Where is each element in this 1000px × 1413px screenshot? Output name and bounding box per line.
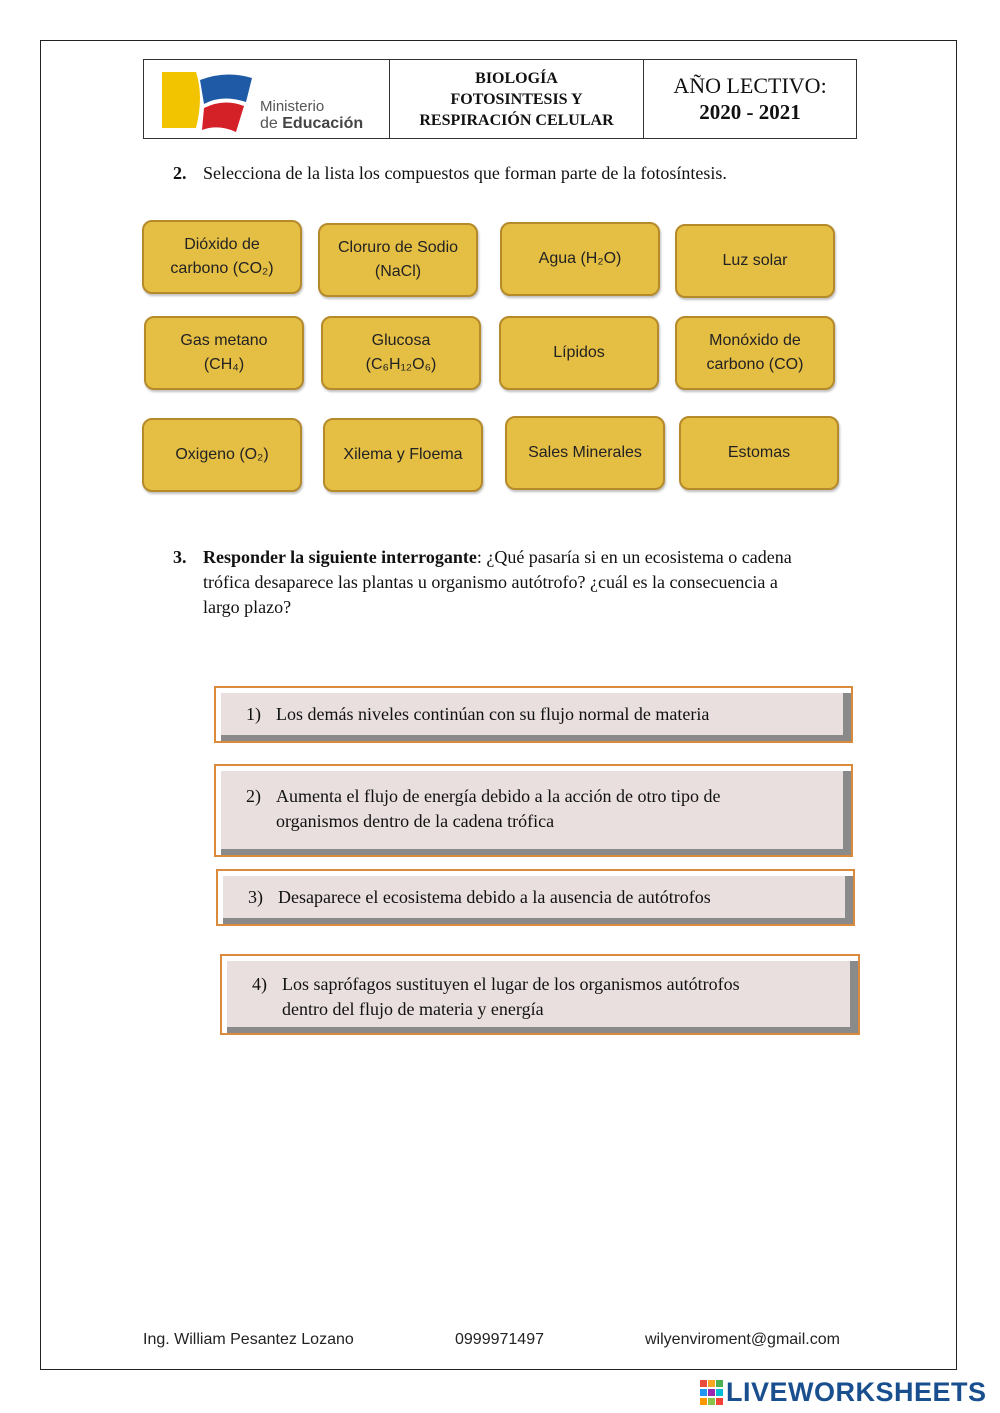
option-number: 3) — [248, 887, 263, 907]
compound-chip[interactable]: Agua (H₂O) — [500, 222, 660, 296]
option-text: Los saprófagos sustituyen el lugar de los organismos autótrofos — [282, 974, 740, 994]
option-text: Los demás niveles continúan con su flujo normal de materia — [276, 704, 710, 724]
option-text: organismos dentro de la cadena trófica — [276, 811, 555, 831]
question-text: Selecciona de la lista los compuestos que forman parte de la fotosíntesis. — [203, 163, 727, 183]
compound-chip[interactable]: Dióxido de carbono (CO₂) — [142, 220, 302, 294]
subject-line: FOTOSINTESIS Y — [450, 90, 583, 108]
compound-chip[interactable]: Gas metano (CH₄) — [144, 316, 304, 390]
answer-option-4[interactable] — [220, 954, 860, 1035]
compound-chip[interactable]: Glucosa (C₆H₁₂O₆) — [321, 316, 481, 390]
logo-line2: de Educación — [260, 115, 364, 132]
liveworksheets-brand — [700, 1377, 987, 1408]
answer-option-3[interactable] — [216, 869, 855, 926]
compound-chip[interactable]: Lípidos — [499, 316, 659, 390]
answer-option-2[interactable] — [214, 764, 853, 857]
question-text: : ¿Qué pasaría si en un ecosistema o cadena — [476, 547, 792, 567]
subject-title — [390, 60, 644, 138]
option-number: 4) — [252, 974, 267, 994]
question-text: trófica desaparece las plantas u organismo autótrofo? ¿cuál es la consecuencia a — [203, 572, 778, 592]
ministry-flag-logo-icon — [156, 66, 266, 138]
question-2-prompt — [173, 161, 727, 186]
footer-phone: 0999971497 — [455, 1331, 544, 1348]
option-number: 2) — [246, 786, 261, 806]
compound-chip[interactable]: Sales Minerales — [505, 416, 665, 490]
option-text: Desaparece el ecosistema debido a la ausencia de autótrofos — [278, 887, 711, 907]
school-year — [644, 60, 856, 138]
year-label: AÑO LECTIVO: — [673, 73, 827, 98]
compound-chip[interactable]: Luz solar — [675, 224, 835, 298]
question-3-prompt — [173, 545, 858, 620]
liveworksheets-logo-icon — [700, 1380, 724, 1406]
logo-line1: Ministerio — [260, 98, 325, 115]
question-text: largo plazo? — [203, 597, 292, 617]
compound-chip[interactable]: Oxigeno (O₂) — [142, 418, 302, 492]
option-text: Aumenta el flujo de energía debido a la acción de otro tipo de — [276, 786, 721, 806]
question-number: 2. — [173, 163, 187, 183]
question-bold-text: Responder la siguiente interrogante — [203, 547, 477, 567]
year-value: 2020 - 2021 — [699, 100, 801, 124]
footer-email: wilyenviroment@gmail.com — [645, 1331, 840, 1348]
compound-chip[interactable]: Cloruro de Sodio (NaCl) — [318, 223, 478, 297]
option-text: dentro del flujo de materia y energía — [282, 999, 544, 1019]
brand-text: LIVEWORKSHEETS — [726, 1377, 987, 1407]
option-number: 1) — [246, 704, 261, 724]
subject-line: RESPIRACIÓN CELULAR — [419, 111, 614, 129]
compound-chip[interactable]: Xilema y Floema — [323, 418, 483, 492]
document-header — [143, 59, 857, 139]
subject-line: BIOLOGÍA — [475, 69, 558, 87]
ministry-logo — [144, 60, 390, 138]
compound-chip[interactable]: Estomas — [679, 416, 839, 490]
answer-option-1[interactable] — [214, 686, 853, 743]
footer-author: Ing. William Pesantez Lozano — [143, 1331, 354, 1348]
question-number: 3. — [173, 547, 187, 567]
compound-chip[interactable]: Monóxido de carbono (CO) — [675, 316, 835, 390]
